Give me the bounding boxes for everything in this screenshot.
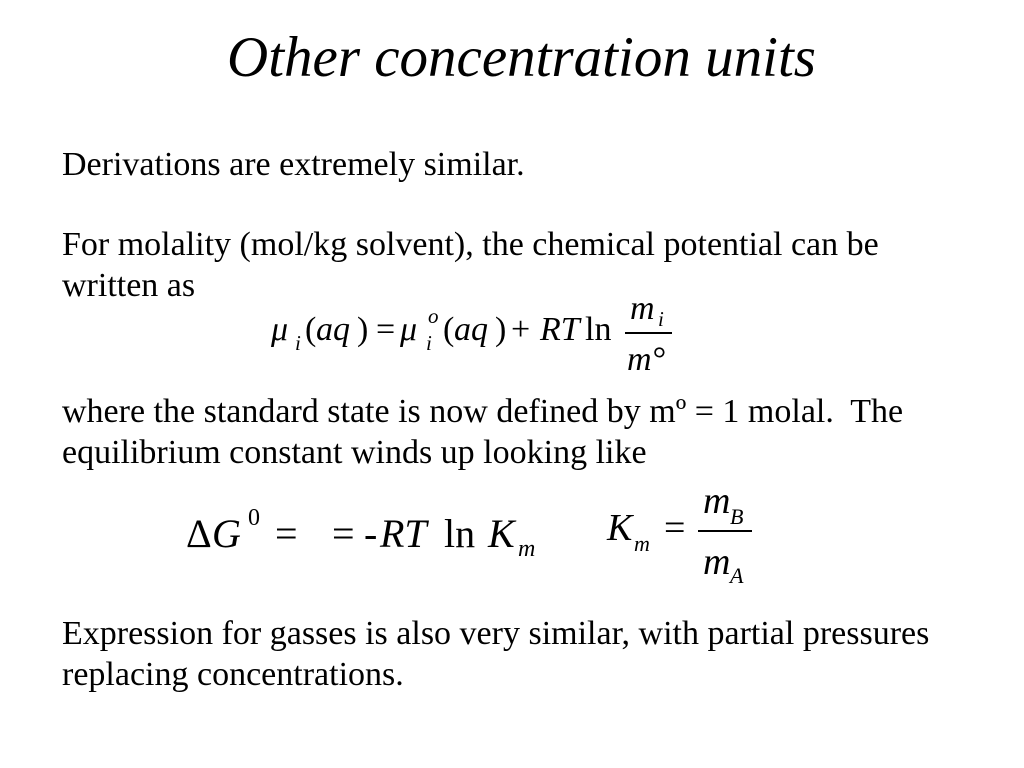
- ln-operator: ln: [444, 511, 476, 556]
- mu-standard-superscript: o: [428, 304, 439, 328]
- equals-sign: =: [376, 311, 396, 348]
- slide-title: Other concentration units: [227, 26, 816, 89]
- equation-free-energy: [180, 500, 550, 570]
- open-paren: (: [443, 311, 455, 348]
- k-subscript: m: [634, 531, 650, 556]
- close-paren: ): [495, 311, 507, 348]
- paragraph-standard-state: [62, 391, 903, 473]
- plus-sign: +: [511, 311, 531, 348]
- mu-subscript: i: [295, 331, 301, 355]
- mu-standard-subscript: i: [426, 331, 432, 355]
- fraction-numerator: m: [630, 290, 655, 327]
- gibbs-g: G: [212, 511, 241, 556]
- rt-term: RT: [540, 311, 580, 348]
- paragraph-line: Derivations are extremely similar.: [62, 146, 525, 183]
- fraction-numerator: m: [703, 480, 731, 522]
- open-paren: (: [305, 311, 317, 348]
- paragraph-line: written as: [62, 267, 196, 304]
- equation-km: [600, 478, 760, 593]
- fraction-bar: [698, 530, 752, 532]
- equals-sign: =: [332, 511, 355, 556]
- delta-symbol: Δ: [186, 511, 212, 556]
- mu-standard-symbol: μ: [400, 311, 418, 348]
- denominator-subscript: A: [730, 563, 744, 588]
- numerator-subscript: i: [658, 307, 664, 331]
- k-symbol: K: [607, 507, 633, 549]
- paragraph-line: equilibrium constant winds up looking like: [62, 434, 647, 471]
- paragraph-gasses: [62, 613, 929, 695]
- paragraph-line: replacing concentrations.: [62, 656, 404, 693]
- numerator-subscript: B: [730, 504, 744, 529]
- ln-operator: ln: [585, 311, 612, 348]
- fraction-denominator: m: [703, 541, 731, 583]
- paragraph-line: For molality (mol/kg solvent), the chemical potential can be: [62, 226, 879, 263]
- paragraph-line: Expression for gasses is also very similar, with partial pressures: [62, 615, 930, 652]
- rt-term: RT: [380, 511, 427, 556]
- k-symbol: K: [488, 511, 515, 556]
- fraction-bar: [625, 332, 672, 334]
- equals-sign: =: [275, 511, 298, 556]
- paragraph-derivations: [62, 144, 525, 185]
- equals-sign: =: [664, 507, 686, 549]
- aq-label: aq: [454, 311, 488, 348]
- gibbs-superscript: 0: [248, 505, 260, 531]
- minus-sign: -: [364, 511, 378, 556]
- mu-symbol: μ: [271, 311, 289, 348]
- paragraph-line: where the standard state is now defined by mº = 1 molal. The: [62, 393, 904, 430]
- fraction-denominator: m°: [627, 341, 666, 378]
- aq-label: aq: [316, 311, 350, 348]
- close-paren: ): [357, 311, 369, 348]
- k-subscript: m: [518, 536, 536, 562]
- equation-chemical-potential: [262, 285, 682, 380]
